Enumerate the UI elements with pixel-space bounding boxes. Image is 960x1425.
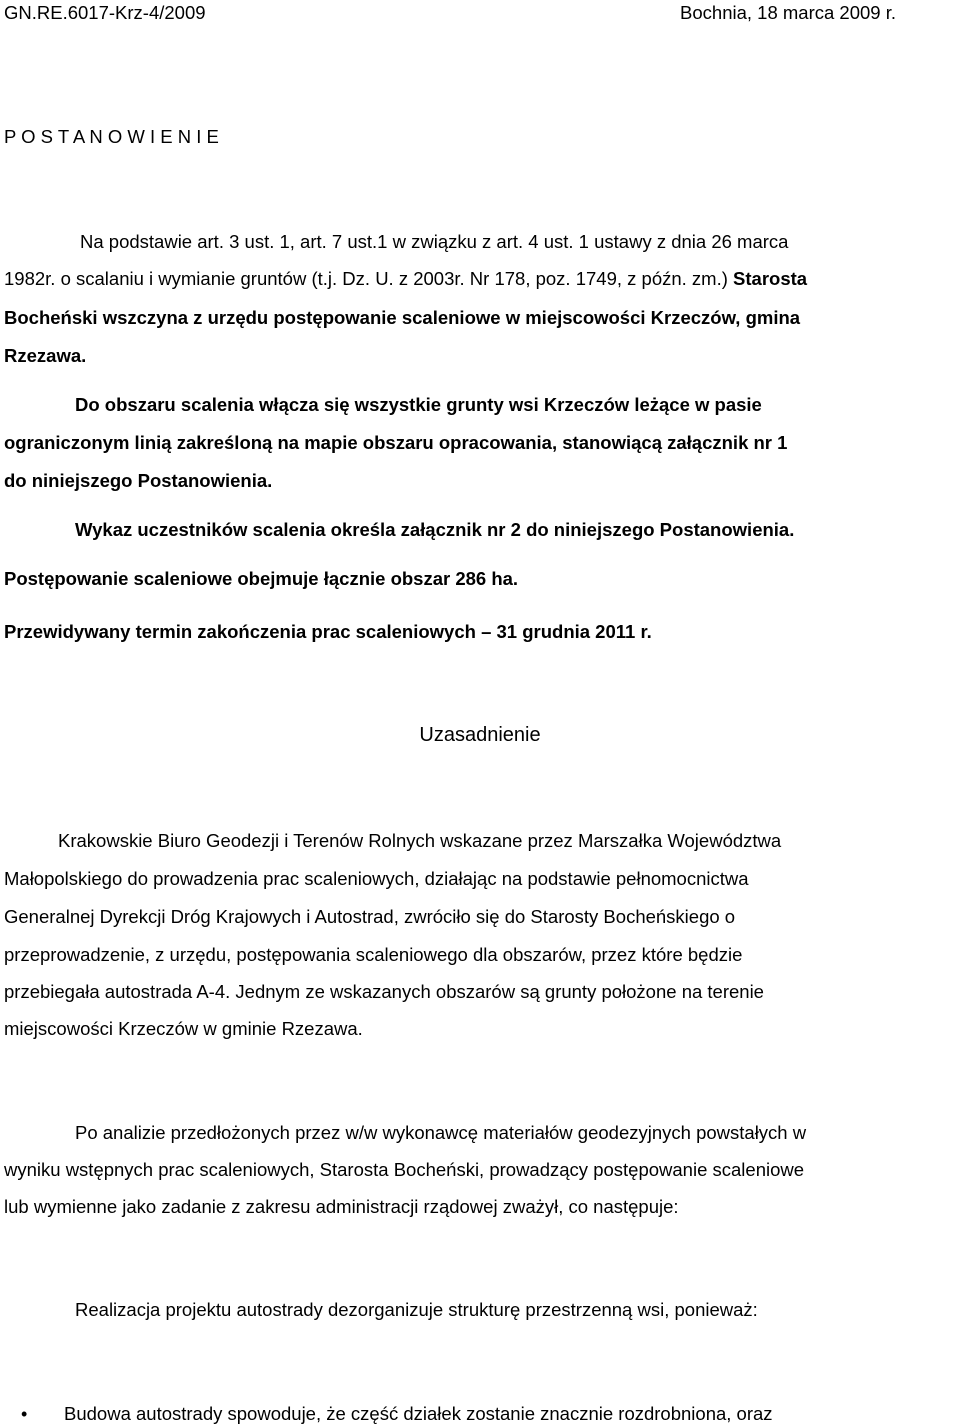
justification-line-6: miejscowości Krzeczów w gminie Rzezawa. (4, 1018, 363, 1039)
justification-line-1: Krakowskie Biuro Geodezji i Terenów Rolnych wskazane przez Marszałka Województwa (58, 830, 782, 851)
justification-line-2: Małopolskiego do prowadzenia prac scaleniowych, działając na podstawie pełnomocnictwa (4, 868, 749, 889)
bullet-item-1: Budowa autostrady spowoduje, że część działek zostanie znacznie rozdrobniona, oraz (64, 1403, 773, 1424)
intro-line-4: Rzezawa. (4, 345, 87, 366)
intro-line-3: Bocheński wszczyna z urzędu postępowanie scaleniowe w miejscowości Krzeczów, gmina (4, 307, 801, 328)
analysis-line-1: Po analizie przedłożonych przez w/w wykonawcę materiałów geodezyjnych powstałych w (75, 1122, 807, 1143)
analysis-line-3: lub wymienne jako zadanie z zakresu administracji rządowej zważył, co następuje: (4, 1196, 679, 1217)
scope-line-2: ograniczonym linią zakreśloną na mapie obszaru opracowania, stanowiącą załącznik nr 1 (4, 432, 788, 453)
participants-statement: Wykaz uczestników scalenia określa załącznik nr 2 do niniejszego Postanowienia. (75, 519, 795, 540)
place-and-date: Bochnia, 18 marca 2009 r. (680, 2, 896, 23)
scope-line-1: Do obszaru scalenia włącza się wszystkie grunty wsi Krzeczów leżące w pasie (75, 394, 762, 415)
justification-line-4: przeprowadzenie, z urzędu, postępowania scaleniowego dla obszarów, przez które będzie (4, 944, 743, 965)
analysis-line-2: wyniku wstępnych prac scaleniowych, Starosta Bocheński, prowadzący postępowanie scaleniowe (4, 1159, 805, 1180)
justification-heading: Uzasadnienie (419, 724, 541, 746)
bullet-icon: • (21, 1404, 28, 1424)
area-statement: Postępowanie scaleniowe obejmuje łącznie obszar 286 ha. (4, 568, 519, 589)
scope-line-3: do niniejszego Postanowienia. (4, 470, 273, 491)
intro-line-2: 1982r. o scalaniu i wymianie gruntów (t.j. Dz. U. z 2003r. Nr 178, poz. 1749, z późn. zm.) Starosta (4, 268, 808, 289)
realization-statement: Realizacja projektu autostrady dezorganizuje strukturę przestrzenną wsi, ponieważ: (75, 1299, 758, 1320)
deadline-statement: Przewidywany termin zakończenia prac scaleniowych – 31 grudnia 2011 r. (4, 621, 652, 642)
justification-line-3: Generalnej Dyrekcji Dróg Krajowych i Autostrad, zwróciło się do Starosty Bocheńskiego o (4, 906, 736, 927)
intro-line-1: Na podstawie art. 3 ust. 1, art. 7 ust.1 w związku z art. 4 ust. 1 ustawy z dnia 26 marca (80, 231, 789, 252)
case-reference: GN.RE.6017-Krz-4/2009 (4, 2, 206, 23)
document-header (4, 2, 956, 24)
document-title: P O S T A N O W I E N I E (4, 126, 219, 147)
justification-line-5: przebiegała autostrada A-4. Jednym ze wskazanych obszarów są grunty położone na terenie (4, 981, 764, 1002)
